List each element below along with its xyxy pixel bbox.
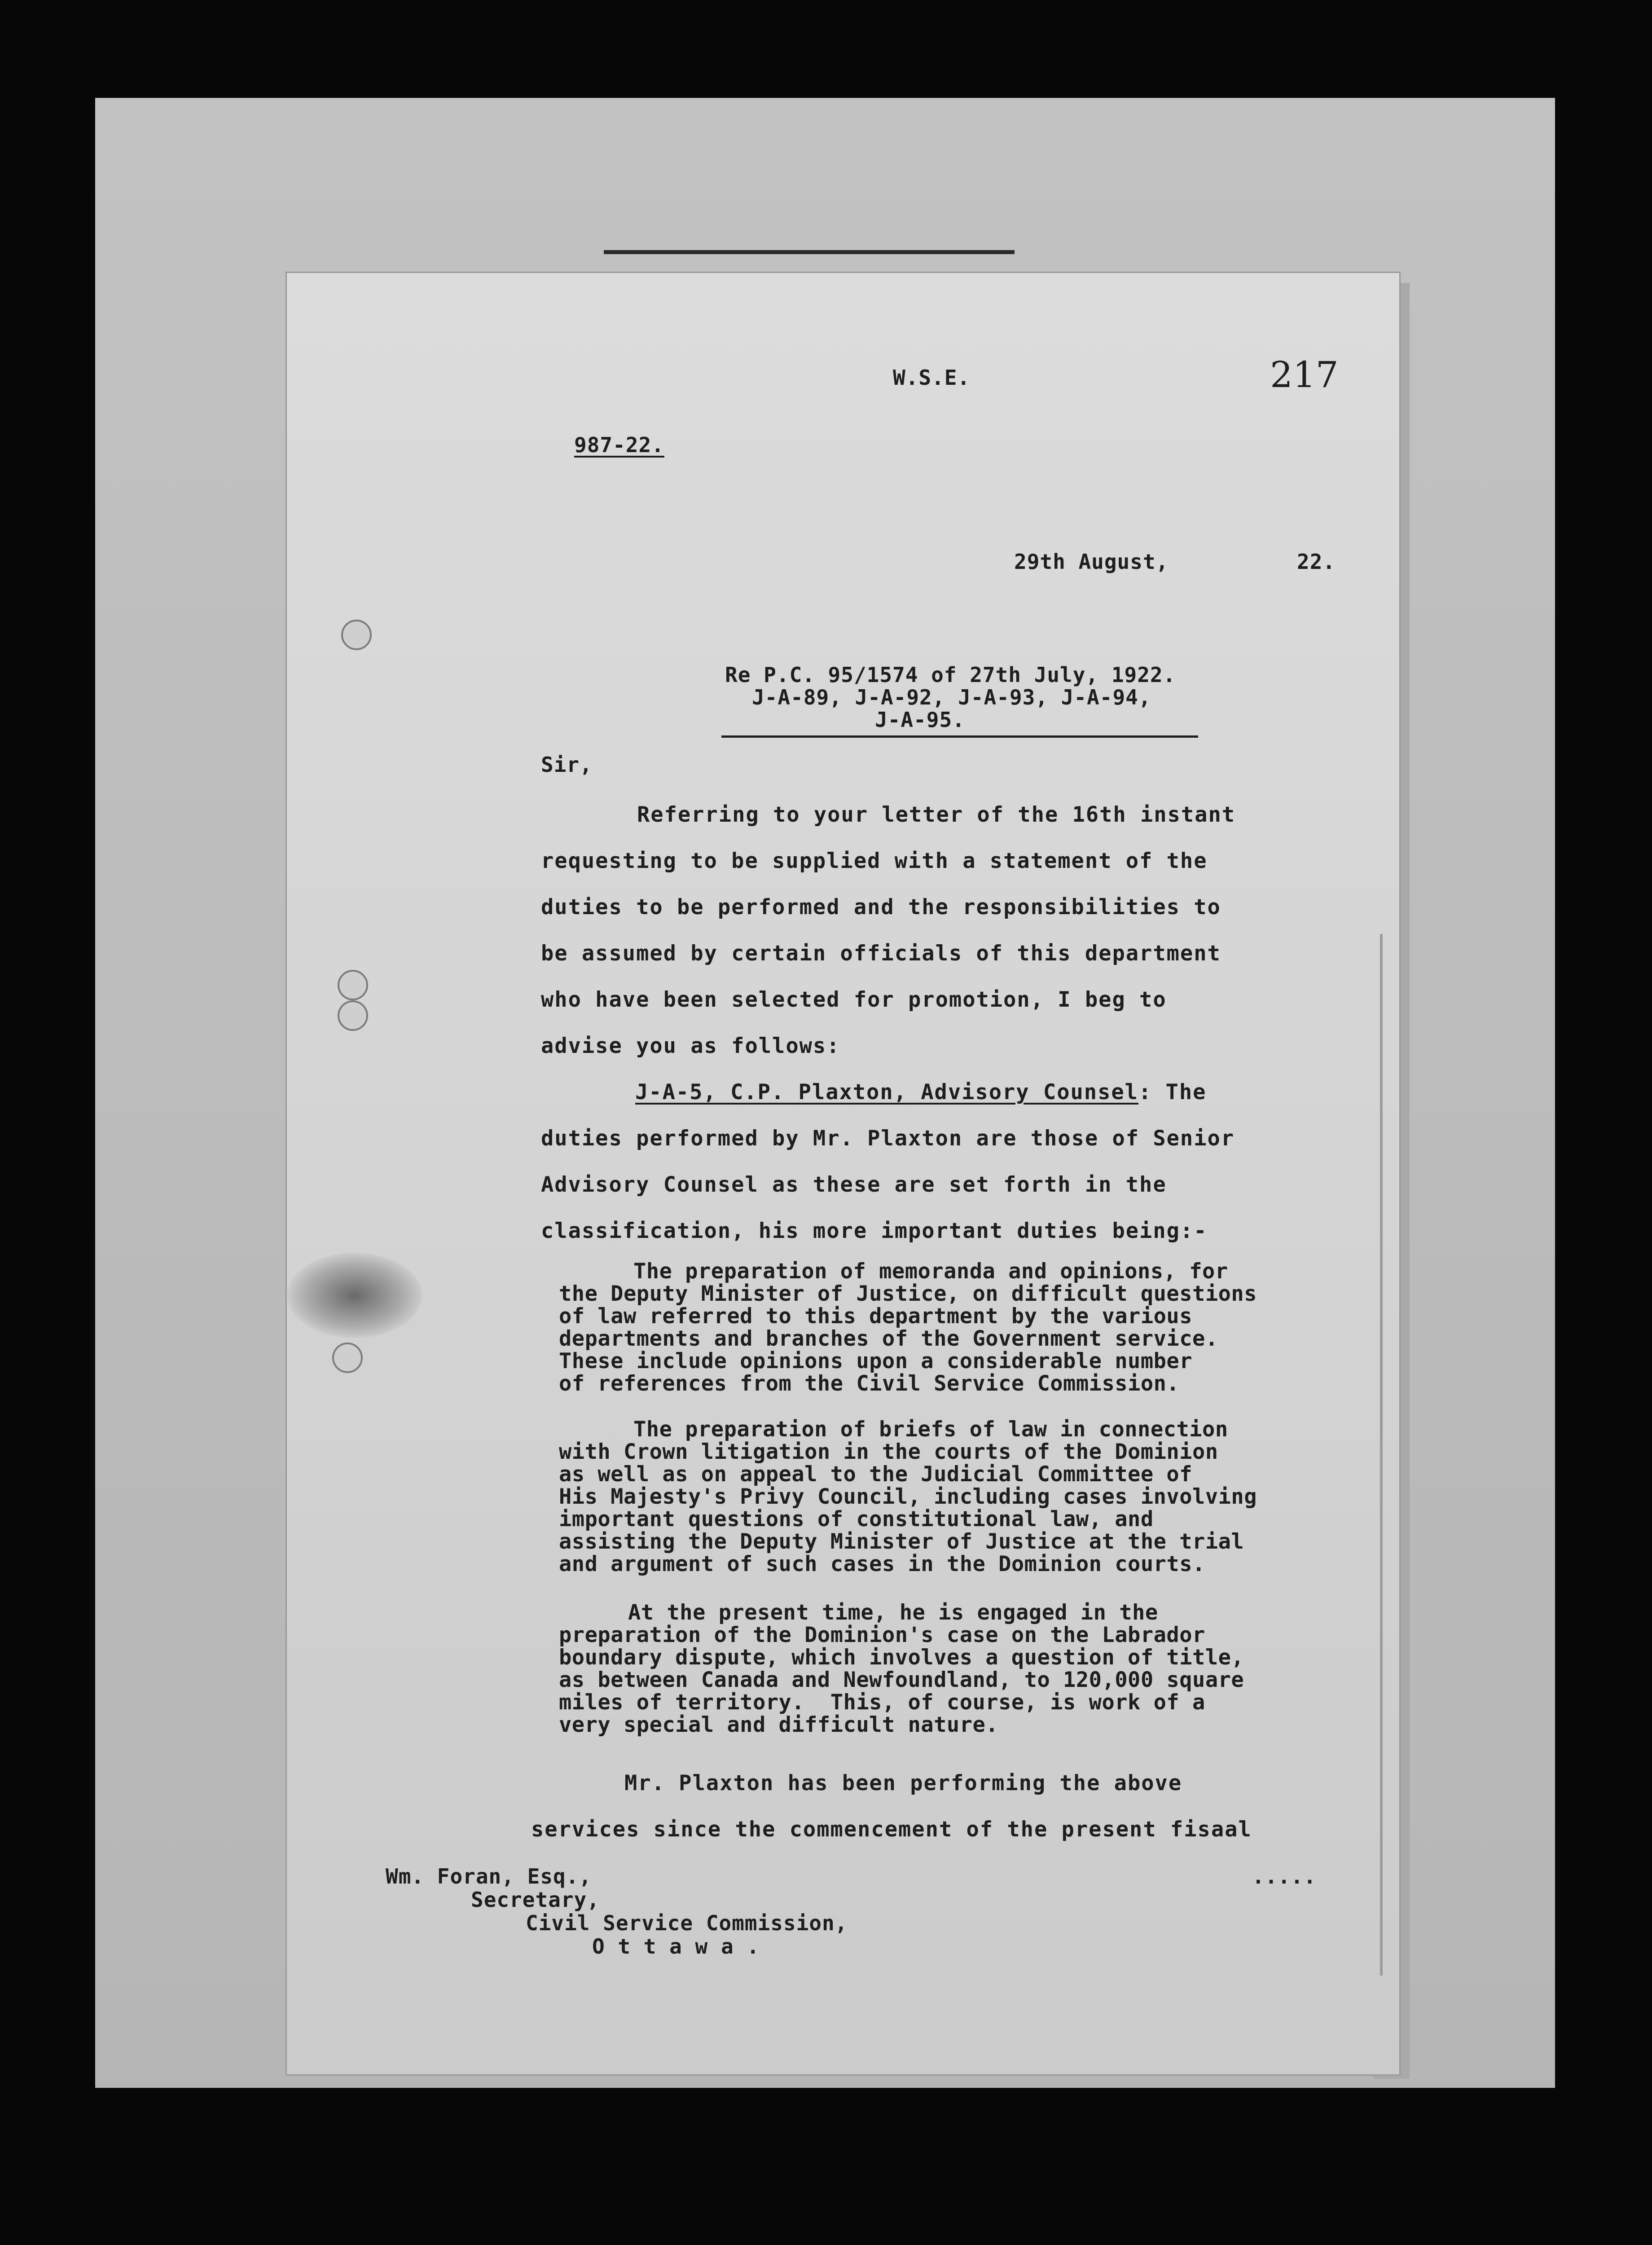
paragraph-2-line: important questions of constitutional law, and xyxy=(559,1507,1154,1532)
intro-line: Referring to your letter of the 16th instant xyxy=(637,802,1236,827)
paragraph-1-line: the Deputy Minister of Justice, on difficult questions xyxy=(559,1281,1257,1306)
salutation: Sir, xyxy=(541,753,593,777)
reference-line: Re P.C. 95/1574 of 27th July, 1922. xyxy=(725,663,1176,687)
paragraph-1-line: of law referred to this department by the various xyxy=(559,1304,1193,1329)
intro-line: duties to be performed and the responsibilities to xyxy=(541,895,1221,920)
file-number: 987-22. xyxy=(574,433,664,457)
paragraph-2-line: with Crown litigation in the courts of the Dominion xyxy=(559,1439,1218,1464)
paragraph-1-line: of references from the Civil Service Commission. xyxy=(559,1371,1180,1396)
entry-line: duties performed by Mr. Plaxton are those of Senior xyxy=(541,1126,1235,1151)
paragraph-2-line: His Majesty's Privy Council, including cases involving xyxy=(559,1484,1257,1509)
entry-line: classification, his more important duties being:- xyxy=(541,1219,1208,1243)
intro-line: requesting to be supplied with a statement of the xyxy=(541,849,1208,873)
address-line: Civil Service Commission, xyxy=(526,1911,848,1935)
intro-line: who have been selected for promotion, I beg to xyxy=(541,987,1167,1012)
paragraph-1-line: These include opinions upon a considerable number xyxy=(559,1349,1193,1373)
punch-hole xyxy=(338,970,368,1000)
letter-year: 22. xyxy=(1297,550,1336,574)
paragraph-3-line: preparation of the Dominion's case on the Labrador xyxy=(559,1623,1205,1647)
sheet-edge-line xyxy=(1380,934,1399,1976)
paragraph-2-line: and argument of such cases in the Dominion courts. xyxy=(559,1552,1205,1576)
folio-number: 217 xyxy=(1270,354,1339,396)
continuation-dots: ..... xyxy=(1252,1864,1317,1888)
closing-line: services since the commencement of the present fisaal xyxy=(531,1817,1252,1842)
intro-line: advise you as follows: xyxy=(541,1034,840,1058)
punch-hole xyxy=(338,1000,368,1031)
address-line: Wm. Foran, Esq., xyxy=(386,1864,592,1888)
paragraph-3-line: miles of territory. This, of course, is work of a xyxy=(559,1690,1205,1715)
address-line: O t t a w a . xyxy=(592,1934,760,1959)
entry-heading-tail: : The xyxy=(1138,1080,1207,1105)
letter-page xyxy=(286,272,1401,2076)
ink-smudge xyxy=(287,1253,422,1338)
reference-underline xyxy=(721,735,1198,738)
paragraph-1-line: The preparation of memoranda and opinions, for xyxy=(633,1259,1228,1284)
entry-line: Advisory Counsel as these are set forth in the xyxy=(541,1172,1167,1197)
address-line: Secretary, xyxy=(471,1888,600,1912)
reference-line: J-A-89, J-A-92, J-A-93, J-A-94, xyxy=(752,685,1151,709)
paragraph-3-line: as between Canada and Newfoundland, to 120,000 square xyxy=(559,1668,1244,1692)
paragraph-2-line: The preparation of briefs of law in connection xyxy=(633,1417,1228,1442)
entry-heading-row xyxy=(635,1082,1206,1103)
paragraph-2-line: assisting the Deputy Minister of Justice at the trial xyxy=(559,1529,1244,1554)
paragraph-1-line: departments and branches of the Government service. xyxy=(559,1326,1218,1351)
paragraph-3-line: boundary dispute, which involves a question of title, xyxy=(559,1645,1244,1670)
closing-line: Mr. Plaxton has been performing the above xyxy=(624,1771,1182,1796)
entry-heading: J-A-5, C.P. Plaxton, Advisory Counsel xyxy=(635,1080,1138,1105)
reference-line: J-A-95. xyxy=(875,708,965,732)
intro-line: be assumed by certain officials of this department xyxy=(541,941,1221,966)
letter-date: 29th August, xyxy=(1014,550,1169,574)
paragraph-3-line: At the present time, he is engaged in the xyxy=(628,1600,1158,1625)
initials: W.S.E. xyxy=(893,365,971,390)
punch-hole xyxy=(341,620,372,650)
paragraph-3-line: very special and difficult nature. xyxy=(559,1712,999,1737)
top-rule xyxy=(604,250,1015,254)
punch-hole xyxy=(332,1343,363,1373)
paragraph-2-line: as well as on appeal to the Judicial Committee of xyxy=(559,1462,1193,1487)
